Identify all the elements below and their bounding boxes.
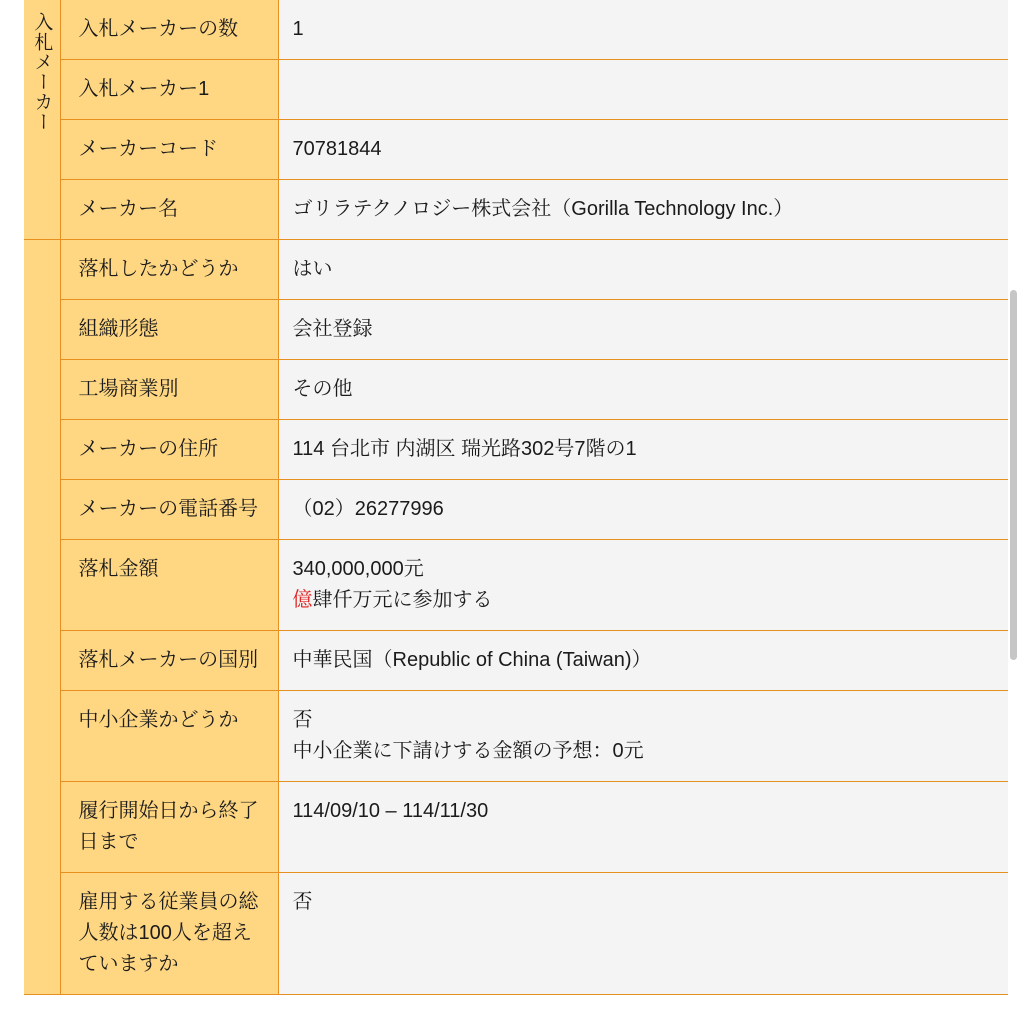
row-value-industry-type: その他 [278,360,1018,420]
table-row [24,180,1018,240]
row-label-maker-address: メーカーの住所 [60,420,278,480]
row-value-country: 中華民国（Republic of China (Taiwan)） [278,631,1018,691]
row-value-employee-count: 否 [278,873,1018,995]
row-label-org-type: 組織形態 [60,300,278,360]
table-row [24,873,1018,995]
row-label-award-amount: 落札金額 [60,540,278,631]
row-value-performance-period: 114/09/10 – 114/11/30 [278,782,1018,873]
table-row [24,0,1018,60]
row-value-bidder-1 [278,60,1018,120]
row-label-awarded: 落札したかどうか [60,240,278,300]
left-gutter [0,0,24,1024]
vertical-scrollbar-thumb[interactable] [1010,290,1017,660]
row-label-bidder-1: 入札メーカー1 [60,60,278,120]
table-row [24,360,1018,420]
row-value-maker-code: 70781844 [278,120,1018,180]
vertical-scrollbar-track[interactable] [1008,0,1018,1024]
award-amount-line-1: 340,000,000元 [292,558,424,580]
table-row [24,240,1018,300]
row-label-maker-name: メーカー名 [60,180,278,240]
award-amount-line-2 [293,585,1007,616]
row-label-country: 落札メーカーの国別 [60,631,278,691]
table-row [24,782,1018,873]
row-label-industry-type: 工場商業別 [60,360,278,420]
row-value-awarded: はい [278,240,1018,300]
section-vertical-filler [24,240,60,995]
row-label-maker-code: メーカーコード [60,120,278,180]
row-value-maker-name: ゴリラテクノロジー株式会社（Gorilla Technology Inc.） [278,180,1018,240]
table-row [24,480,1018,540]
table-row [24,691,1018,782]
table-row [24,631,1018,691]
table-row [24,300,1018,360]
sme-line-1: 否 [292,709,313,731]
row-label-employee-count: 雇用する従業員の総人数は100人を超えていますか [60,873,278,995]
row-value-award-amount [278,540,1018,631]
table-row [24,120,1018,180]
table-body [24,0,1018,995]
bidder-details-table-wrapper [24,0,1018,1024]
row-label-maker-phone: メーカーの電話番号 [60,480,278,540]
award-amount-rest: 肆仟万元に参加する [312,589,493,611]
section-vertical-label: 入札メーカー [31,12,53,132]
row-value-maker-address: 114 台北市 内湖区 瑞光路302号7階の1 [278,420,1018,480]
row-value-org-type: 会社登録 [278,300,1018,360]
table-row [24,60,1018,120]
award-amount-highlight: 億 [292,589,313,611]
table-row [24,540,1018,631]
row-value-maker-phone: （02）26277996 [278,480,1018,540]
section-vertical-header [24,0,60,240]
row-value-sme [278,691,1018,782]
table-row [24,420,1018,480]
row-label-sme: 中小企業かどうか [60,691,278,782]
sme-line-2: 中小企業に下請けする金額の予想：0元 [292,740,644,762]
row-label-bidder-count: 入札メーカーの数 [60,0,278,60]
row-label-performance-period: 履行開始日から終了日まで [60,782,278,873]
row-value-bidder-count: 1 [278,0,1018,60]
bidder-details-table [24,0,1018,995]
